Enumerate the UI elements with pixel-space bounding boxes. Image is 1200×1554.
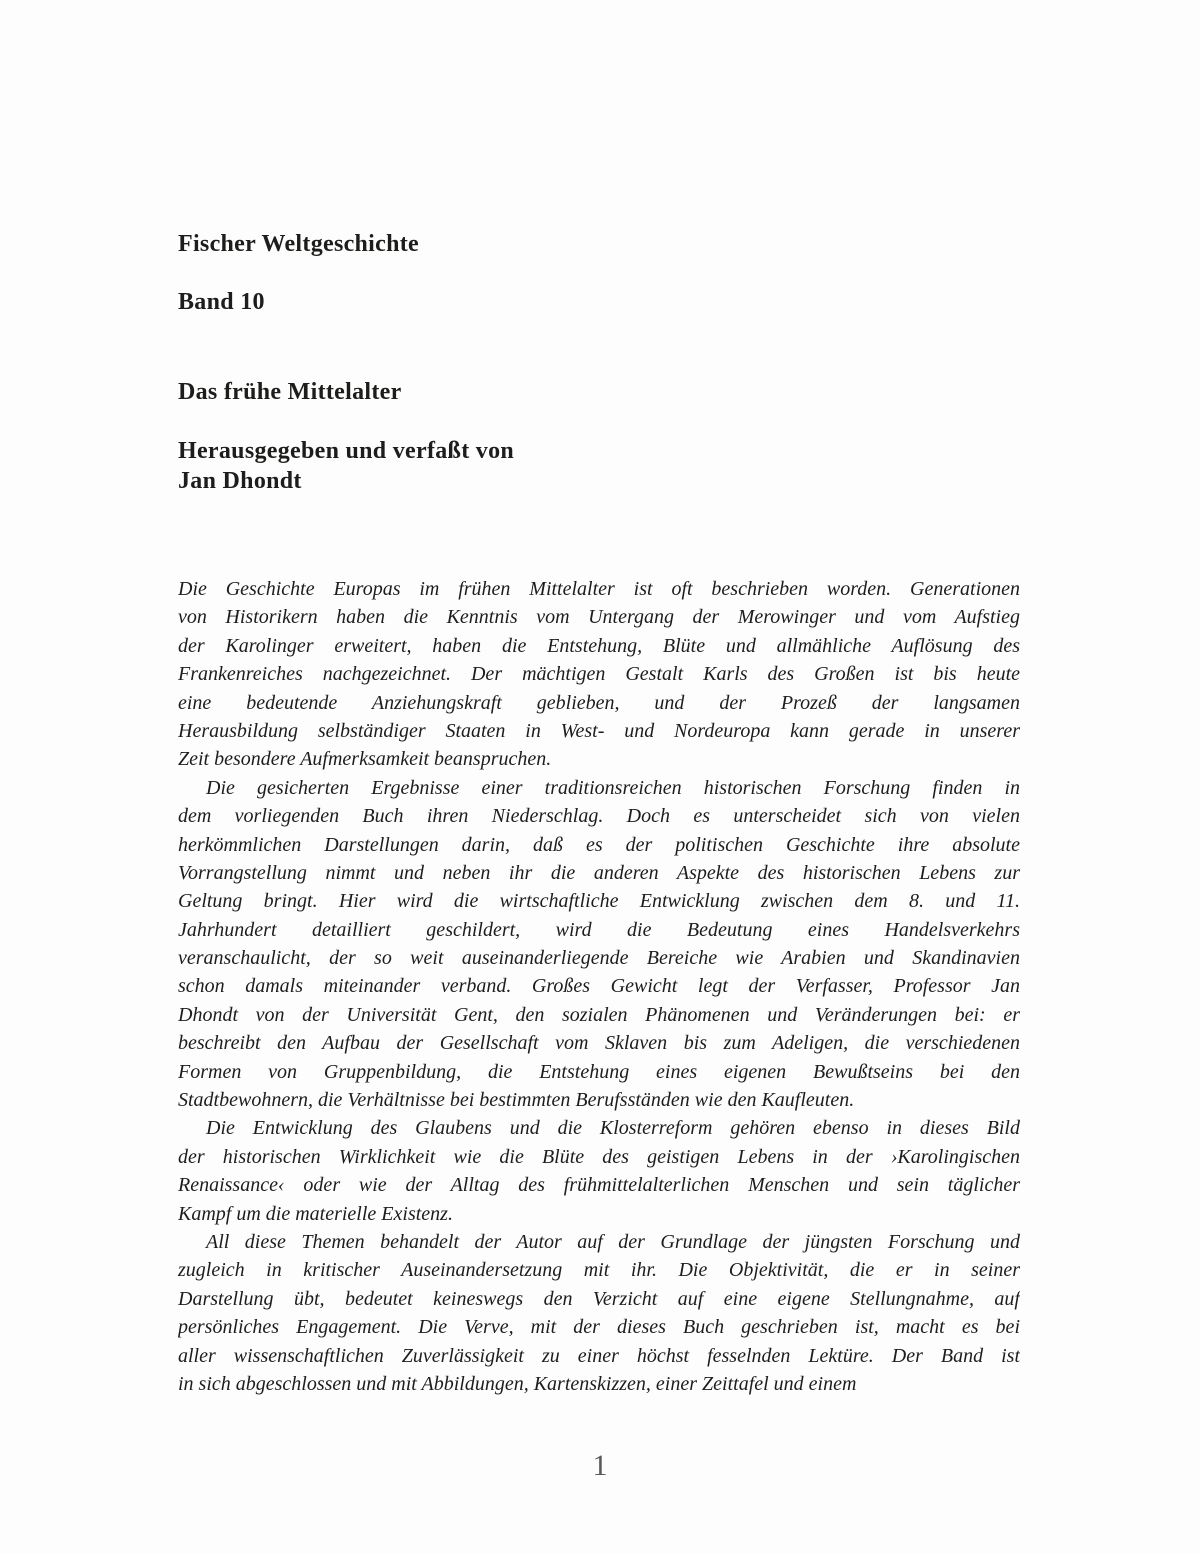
- text-line: Kampf um die materielle Existenz.: [178, 1202, 453, 1225]
- text-line: eine bedeutende Anziehungskraft geblieben, und der Prozeß der langsamen: [178, 691, 1020, 714]
- paragraph: [178, 1228, 1020, 1398]
- text-line: zugleich in kritischer Auseinandersetzung mit ihr. Die Objektivität, die er in seiner: [178, 1259, 1020, 1282]
- editor-block: [178, 436, 1020, 496]
- body-text: [178, 575, 1020, 1398]
- paragraph: [178, 1114, 1020, 1228]
- volume-label: Band 10: [178, 289, 265, 315]
- editor-byline: Herausgegeben und verfaßt von: [178, 438, 515, 464]
- text-line: schon damals miteinander verband. Großes Gewicht legt der Verfasser, Professor Jan: [178, 975, 1020, 998]
- text-line: veranschaulicht, der so weit auseinanderliegende Bereiche wie Arabien und Skandinavien: [178, 947, 1020, 970]
- paragraph: [178, 575, 1020, 774]
- text-line: Jahrhundert detailliert geschildert, wird die Bedeutung eines Handelsverkehrs: [178, 918, 1020, 941]
- text-line: aller wissenschaftlichen Zuverlässigkeit zu einer höchst fesselnden Lektüre. Der Band ist: [178, 1344, 1020, 1367]
- text-line: der historischen Wirklichkeit wie die Blüte des geistigen Lebens in der ›Karolingischen: [178, 1145, 1020, 1168]
- text-line: herkömmlichen Darstellungen darin, daß es der politischen Geschichte ihre absolute: [178, 833, 1020, 856]
- text-line: Renaissance‹ oder wie der Alltag des frühmittelalterlichen Menschen und sein täglicher: [178, 1174, 1020, 1197]
- text-line: der Karolinger erweitert, haben die Entstehung, Blüte und allmähliche Auflösung des: [178, 634, 1020, 657]
- text-line: Geltung bringt. Hier wird die wirtschaftliche Entwicklung zwischen dem 8. und 11.: [178, 890, 1020, 913]
- text-line: Die Geschichte Europas im frühen Mittelalter ist oft beschrieben worden. Generationen: [178, 578, 1020, 600]
- document-header: [178, 230, 1020, 496]
- text-line: Darstellung übt, bedeutet keineswegs den Verzicht auf eine eigene Stellungnahme, auf: [178, 1287, 1020, 1310]
- text-line: dem vorliegenden Buch ihren Niederschlag. Doch es unterscheidet sich von vielen: [178, 805, 1020, 828]
- text-line: Dhondt von der Universität Gent, den sozialen Phänomenen und Veränderungen bei: er: [178, 1003, 1020, 1026]
- text-line: All diese Themen behandelt der Autor auf der Grundlage der jüngsten Forschung und: [206, 1230, 1020, 1253]
- text-line: Die gesicherten Ergebnisse einer traditionsreichen historischen Forschung finden in: [206, 776, 1020, 799]
- paragraph: [178, 774, 1020, 1115]
- text-line: Die Entwicklung des Glaubens und die Klosterreform gehören ebenso in dieses Bild: [206, 1117, 1020, 1140]
- text-line: Formen von Gruppenbildung, die Entstehung eines eigenen Bewußtseins bei den: [178, 1060, 1020, 1083]
- text-line: beschreibt den Aufbau der Gesellschaft vom Sklaven bis zum Adeligen, die verschiedenen: [178, 1032, 1020, 1055]
- text-line: Frankenreiches nachgezeichnet. Der mächtigen Gestalt Karls des Großen ist bis heute: [178, 663, 1020, 686]
- page-footer: [0, 1448, 1200, 1484]
- book-title: Das frühe Mittelalter: [178, 379, 402, 405]
- text-line: von Historikern haben die Kenntnis vom Untergang der Merowinger und vom Aufstieg: [178, 606, 1020, 629]
- text-line: Stadtbewohnern, die Verhältnisse bei bestimmten Berufsständen wie den Kaufleuten.: [178, 1089, 855, 1112]
- text-line: in sich abgeschlossen und mit Abbildungen, Kartenskizzen, einer Zeittafel und einem: [178, 1372, 857, 1395]
- text-line: Herausbildung selbständiger Staaten in West- und Nordeuropa kann gerade in unserer: [178, 719, 1020, 742]
- editor-name: Jan Dhondt: [178, 468, 302, 494]
- text-line: Zeit besondere Aufmerksamkeit beanspruchen.: [178, 748, 552, 771]
- text-line: persönliches Engagement. Die Verve, mit der dieses Buch geschrieben ist, macht es bei: [178, 1316, 1020, 1339]
- page-number: 1: [592, 1449, 608, 1482]
- series-title: Fischer Weltgeschichte: [178, 231, 419, 257]
- text-line: Vorrangstellung nimmt und neben ihr die anderen Aspekte des historischen Lebens zur: [178, 861, 1020, 884]
